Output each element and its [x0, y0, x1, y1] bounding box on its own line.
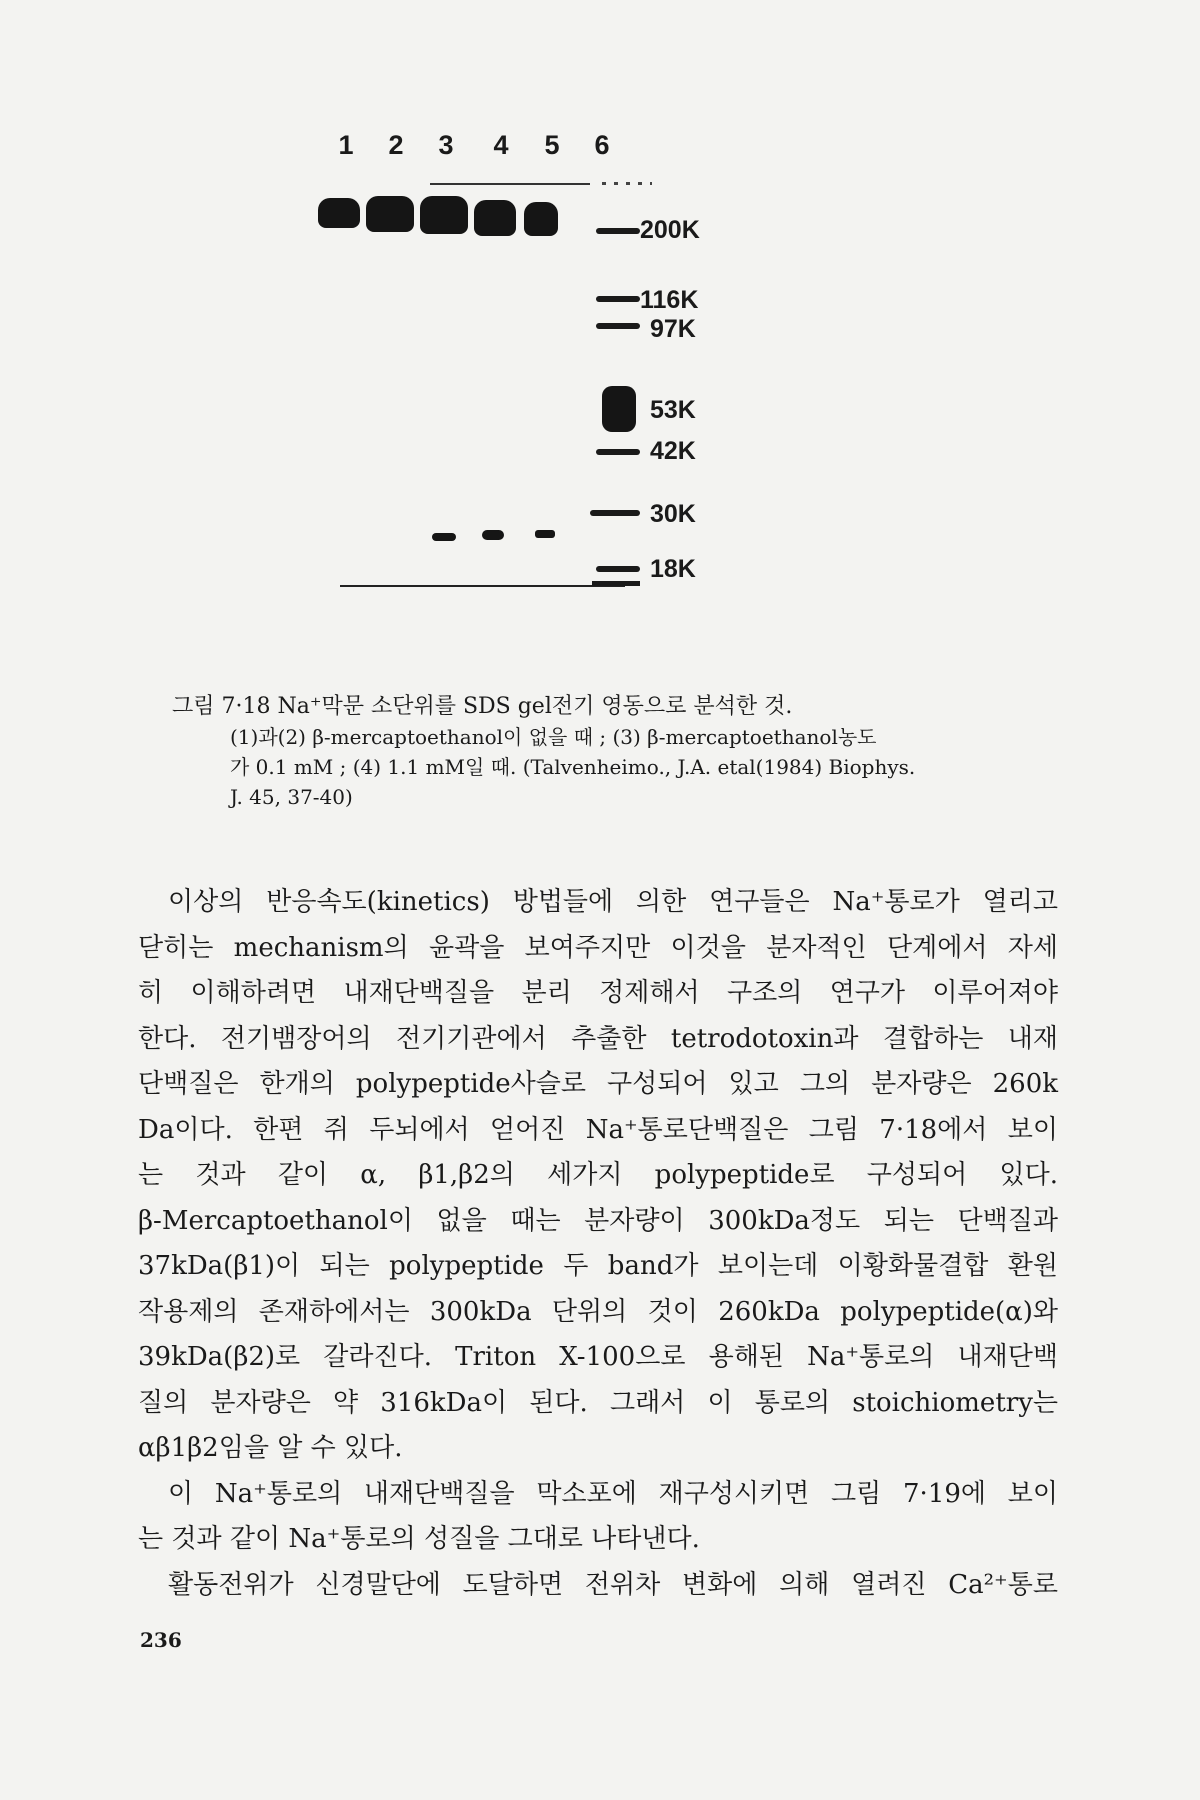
gel-top-edge — [430, 183, 590, 185]
mw-label-116k: 116K — [640, 286, 699, 314]
marker-band-200k — [596, 228, 640, 234]
marker-band-116k — [596, 296, 640, 302]
marker-band-18k — [596, 566, 640, 572]
caption-line: 그림 7·18 Na⁺막문 소단위를 SDS gel전기 영동으로 분석한 것. — [172, 694, 793, 719]
lane-label-4: 4 — [493, 130, 509, 160]
mw-label-200k: 200K — [640, 216, 700, 244]
band-lane5-low — [535, 530, 555, 538]
body-line: 질의 분자량은 약 316kDa이 된다. 그래서 이 통로의 stoichiometry는 — [138, 1387, 1058, 1418]
marker-band-97k — [596, 323, 640, 329]
page-number: 236 — [140, 1628, 182, 1652]
band-lane4-low — [482, 530, 504, 540]
body-line: 39kDa(β2)로 갈라진다. Triton X-100으로 용해된 Na⁺통로의 내재단백 — [138, 1342, 1058, 1372]
marker-band-42k — [596, 449, 640, 455]
body-line: αβ1β2임을 알 수 있다. — [138, 1433, 403, 1463]
body-line: 한다. 전기뱀장어의 전기기관에서 추출한 tetrodotoxin과 결합하는 내재 — [138, 1023, 1058, 1054]
body-line: 단백질은 한개의 polypeptide사슬로 구성되어 있고 그의 분자량은 260k — [138, 1069, 1058, 1099]
body-paragraphs — [138, 880, 1058, 1608]
band-lane4-high — [474, 200, 516, 236]
band-lane3-low — [432, 533, 456, 541]
body-line: Da이다. 한편 쥐 두뇌에서 얻어진 Na⁺통로단백질은 그림 7·18에서 보이 — [138, 1114, 1058, 1145]
band-lane3-high — [420, 196, 468, 234]
lane-label-3: 3 — [438, 130, 454, 160]
lane-label-6: 6 — [594, 130, 610, 160]
lane-label-5: 5 — [544, 130, 560, 160]
lane-label-1: 1 — [338, 130, 354, 160]
body-line: 37kDa(β1)이 되는 polypeptide 두 band가 보이는데 이황화물결합 환원 — [138, 1251, 1058, 1281]
sds-gel-figure — [340, 130, 820, 690]
body-line: 이상의 반응속도(kinetics) 방법들에 의한 연구들은 Na⁺통로가 열리고 — [168, 887, 1058, 917]
band-lane1-high — [318, 198, 360, 228]
body-line: 이 Na⁺통로의 내재단백질을 막소포에 재구성시키면 그림 7·19에 보이 — [168, 1478, 1058, 1509]
mw-label-42k: 42K — [650, 437, 696, 465]
gel-bottom-edge-thick — [592, 581, 640, 586]
gel-bottom-edge — [340, 585, 625, 587]
body-line: 활동전위가 신경말단에 도달하면 전위차 변화에 의해 열려진 Ca²⁺통로 — [168, 1569, 1058, 1600]
caption-line: J. 45, 37-40) — [230, 785, 353, 809]
mw-label-18k: 18K — [650, 555, 696, 583]
lane-label-2: 2 — [388, 130, 404, 160]
mw-label-30k: 30K — [650, 500, 696, 528]
gel-top-edge-dotted — [602, 182, 652, 185]
body-line: 닫히는 mechanism의 윤곽을 보여주지만 이것을 분자적인 단계에서 자세 — [138, 932, 1058, 963]
mw-label-97k: 97K — [650, 315, 696, 343]
body-line: 히 이해하려면 내재단백질을 분리 정제해서 구조의 연구가 이루어져야 — [138, 978, 1058, 1008]
caption-line: 가 0.1 mM ; (4) 1.1 mM일 때. (Talvenheimo., J.A. etal(1984) Biophys. — [230, 755, 916, 779]
body-line: β-Mercaptoethanol이 없을 때는 분자량이 300kDa정도 되는 단백질과 — [138, 1205, 1058, 1236]
mw-label-53k: 53K — [650, 396, 696, 424]
body-line: 는 것과 같이 Na⁺통로의 성질을 그대로 나타낸다. — [138, 1524, 700, 1554]
marker-band-53k — [602, 386, 636, 432]
body-line: 는 것과 같이 α, β1,β2의 세가지 polypeptide로 구성되어 있다. — [138, 1160, 1058, 1190]
body-line: 작용제의 존재하에서는 300kDa 단위의 것이 260kDa polypeptide(α)와 — [138, 1296, 1058, 1327]
band-lane2-high — [366, 196, 414, 232]
figure-caption — [172, 692, 1042, 812]
band-lane5-high — [524, 202, 558, 236]
caption-line: (1)과(2) β-mercaptoethanol이 없을 때 ; (3) β-mercaptoethanol농도 — [230, 725, 877, 749]
marker-band-30k — [590, 510, 640, 516]
